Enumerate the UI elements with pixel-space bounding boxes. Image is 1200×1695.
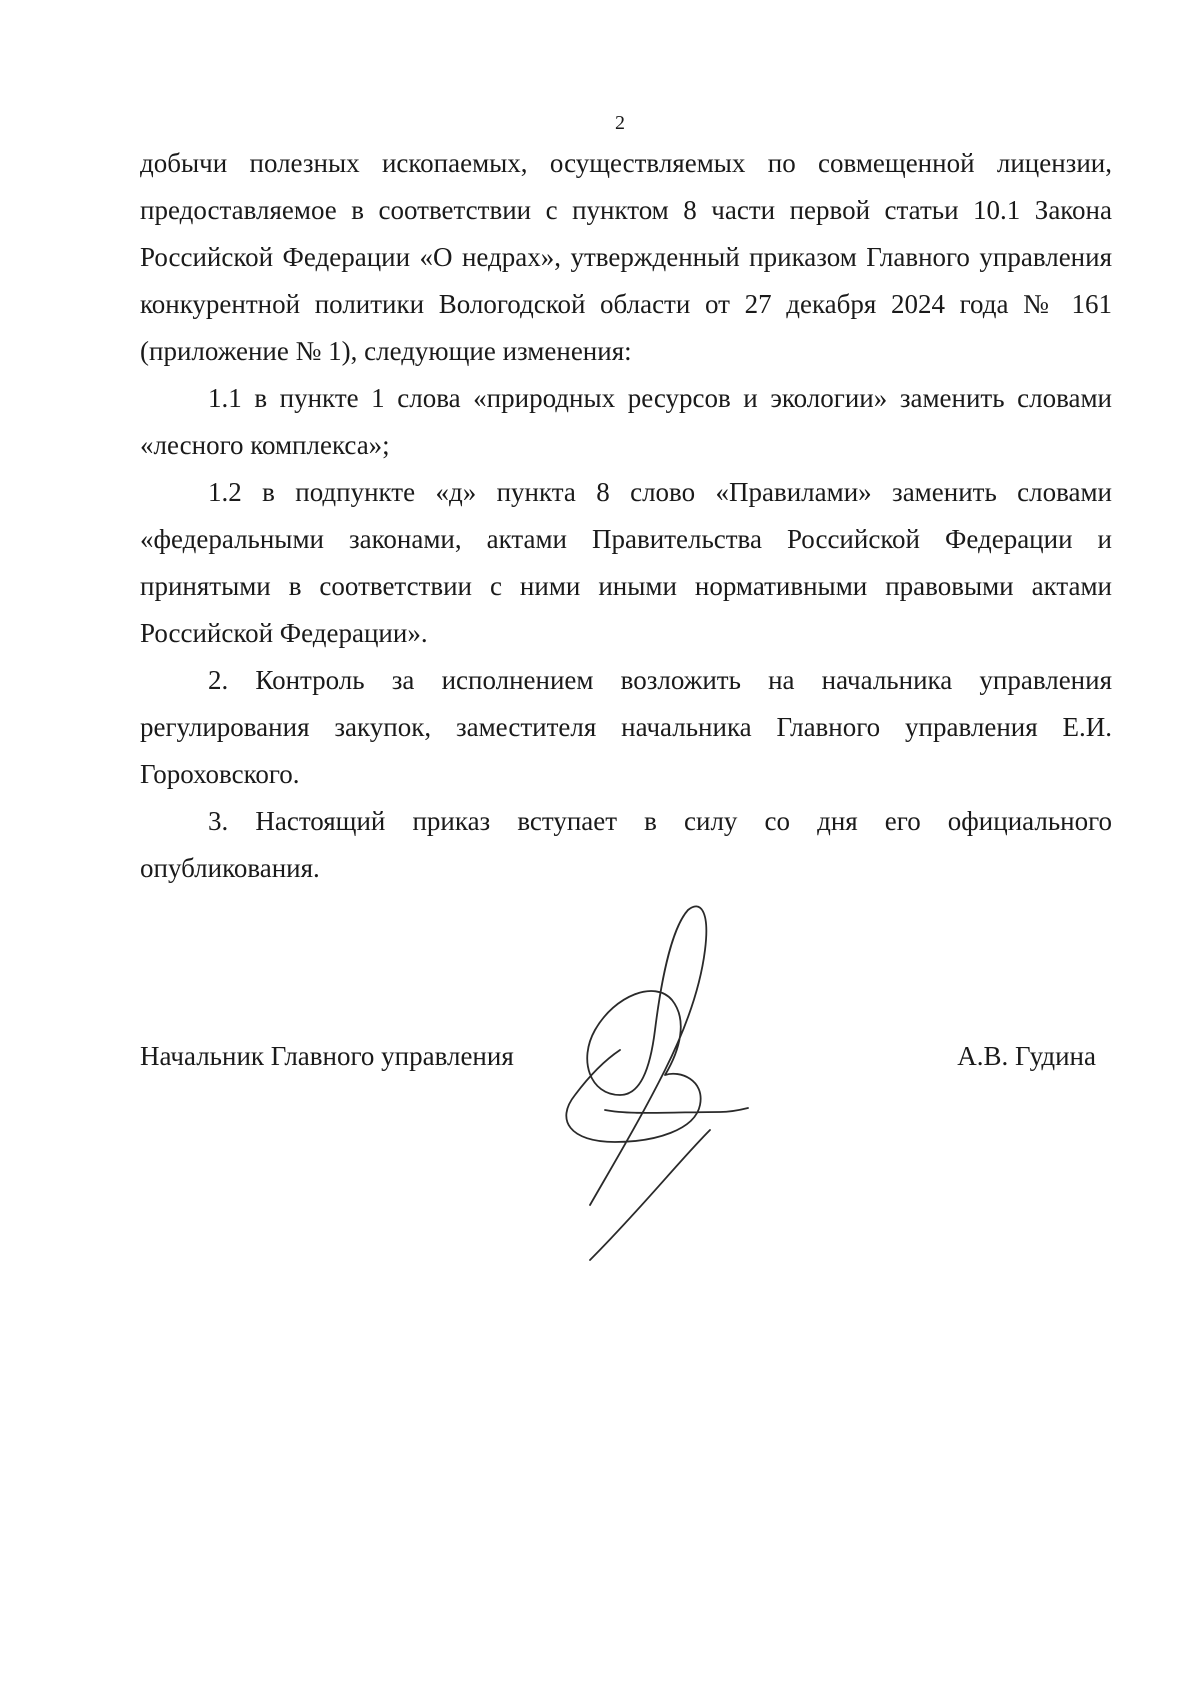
paragraph-item-1-2: 1.2 в подпункте «д» пункта 8 слово «Правилами» заменить словами «федеральными законами, актами Правительства Российской Федерации и принятыми в соответствии с ними иными нормативными правовыми актами Российской Федерации». xyxy=(140,477,1112,648)
paragraph-item-1-1: 1.1 в пункте 1 слова «природных ресурсов и экологии» заменить словами «лесного комплекса»; xyxy=(140,383,1112,460)
handwritten-signature xyxy=(560,880,760,1270)
signatory-position: Начальник Главного управления xyxy=(140,1041,514,1071)
paragraph-item-3: 3. Настоящий приказ вступает в силу со дня его официального опубликования. xyxy=(140,806,1112,883)
paragraph-item-2: 2. Контроль за исполнением возложить на начальника управления регулирования закупок, заместителя начальника Главного управления Е.И. Гороховского. xyxy=(140,665,1112,789)
paragraph-continuation: добычи полезных ископаемых, осуществляемых по совмещенной лицензии, предоставляемое в соответствии с пунктом 8 части первой статьи 10.1 Закона Российской Федерации «О недрах», утвержденный приказом Главного управления конкурентной политики Вологодской области от 27 декабря 2024 года № 161 (приложение № 1), следующие изменения: xyxy=(140,148,1112,366)
document-body xyxy=(140,140,1112,892)
page-number: 2 xyxy=(615,112,625,134)
signatory-name: А.В. Гудина xyxy=(957,1041,1096,1071)
